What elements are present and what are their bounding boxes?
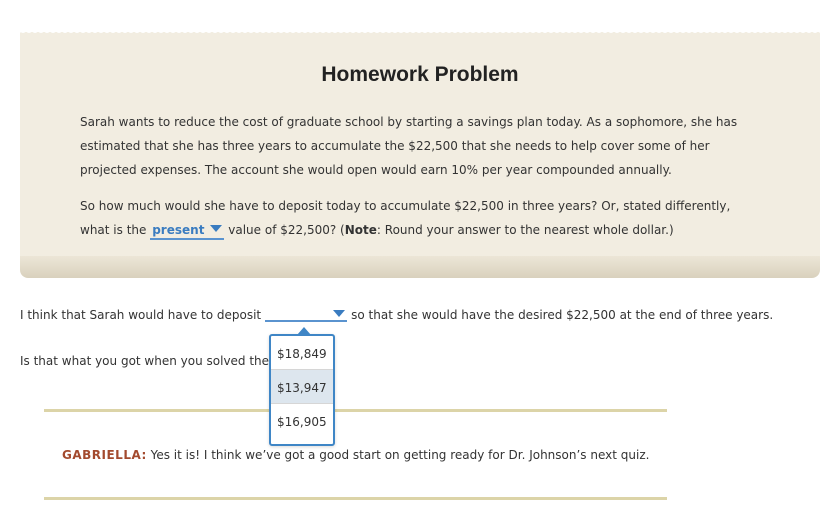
problem-question — [80, 194, 760, 242]
speaker-name: GABRIELLA: — [62, 448, 147, 462]
question-text-mid: value of $22,500? ( — [228, 223, 345, 237]
scalloped-edge — [20, 32, 820, 36]
card-footer-band — [20, 256, 820, 278]
answer-sentence-pre: I think that Sarah would have to deposit — [20, 308, 262, 322]
dropdown-option[interactable]: $16,905 — [277, 415, 327, 429]
select-value: present — [152, 223, 205, 237]
dropdown-option[interactable]: $18,849 — [271, 336, 333, 370]
answer-sentence-post: so that she would have the desired $22,500 at the end of three years. — [351, 308, 774, 322]
homework-problem-card — [20, 32, 820, 278]
divider — [44, 409, 667, 412]
dialog-line — [62, 448, 649, 462]
problem-paragraph: Sarah wants to reduce the cost of graduate school by starting a savings plan today. As a sophomore, she has estimated that she has three years to accumulate the $22,500 that she needs to help cover some of her projected expenses. The account she would open would earn 10% per year compounded annually. — [80, 115, 738, 177]
dropdown-pointer — [297, 327, 311, 335]
divider — [44, 497, 667, 500]
chevron-down-icon — [210, 225, 222, 232]
question-text-post: : Round your answer to the nearest whole dollar.) — [376, 223, 674, 237]
answer-sentence — [20, 306, 773, 322]
dropdown-option[interactable]: $13,947 — [271, 370, 333, 404]
deposit-amount-select[interactable] — [265, 306, 347, 322]
note-label: Note — [344, 223, 377, 237]
present-future-select[interactable] — [150, 222, 224, 240]
dialog-text: Yes it is! I think we’ve got a good start on getting ready for Dr. Johnson’s next quiz. — [150, 448, 650, 462]
question-text-pre: So how much would she have to deposit today to accumulate $22,500 in three years? Or, stated differently, what is the — [80, 199, 731, 237]
page-title: Homework Problem — [321, 63, 519, 86]
chevron-down-icon — [333, 310, 345, 317]
question-sentence: Is that what you got when you solved the — [20, 354, 270, 368]
deposit-dropdown-menu — [269, 334, 335, 446]
